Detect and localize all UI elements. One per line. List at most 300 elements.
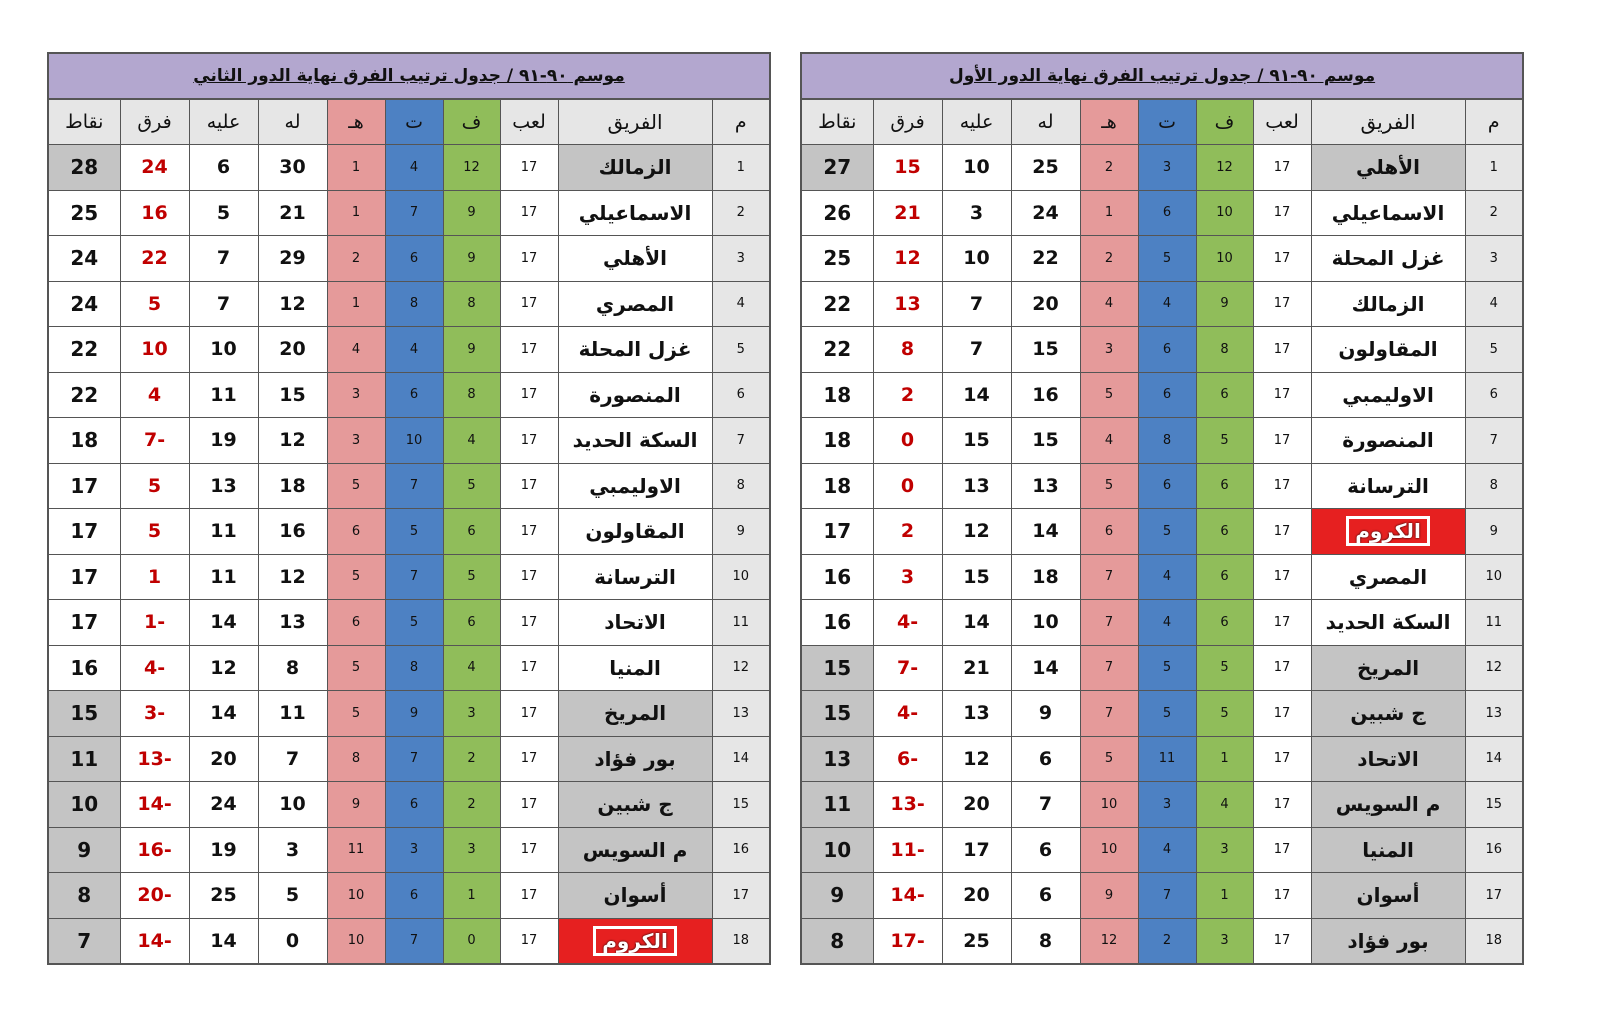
played-cell: 17 — [1253, 691, 1311, 737]
goal-diff-cell: 2 — [873, 372, 942, 418]
goals-for-cell: 6 — [1011, 736, 1080, 782]
table-row — [48, 691, 770, 737]
points-cell: 27 — [801, 145, 873, 191]
points-cell: 24 — [48, 281, 120, 327]
lost-cell: 5 — [1080, 372, 1138, 418]
goals-for-cell: 8 — [1011, 918, 1080, 964]
played-cell: 17 — [500, 372, 558, 418]
drawn-cell: 6 — [385, 873, 443, 919]
rank-cell: 1 — [1465, 145, 1523, 191]
won-cell: 5 — [443, 554, 500, 600]
won-cell: 5 — [1196, 645, 1253, 691]
goals-for-cell: 16 — [1011, 372, 1080, 418]
col-header-rank: م — [1465, 99, 1523, 145]
won-cell: 1 — [443, 873, 500, 919]
won-cell: 6 — [1196, 509, 1253, 555]
goals-for-cell: 0 — [258, 918, 327, 964]
goals-against-cell: 20 — [942, 873, 1011, 919]
table-row — [801, 736, 1523, 782]
goals-for-cell: 15 — [258, 372, 327, 418]
points-cell: 25 — [48, 190, 120, 236]
goals-against-cell: 24 — [189, 782, 258, 828]
goals-against-cell: 15 — [942, 418, 1011, 464]
drawn-cell: 6 — [1138, 327, 1196, 373]
lost-cell: 6 — [1080, 509, 1138, 555]
table-row — [48, 327, 770, 373]
goal-diff-cell: -13 — [873, 782, 942, 828]
rank-cell: 4 — [1465, 281, 1523, 327]
table-row — [48, 645, 770, 691]
rank-cell: 11 — [712, 600, 770, 646]
drawn-cell: 8 — [1138, 418, 1196, 464]
played-cell: 17 — [1253, 782, 1311, 828]
team-cell: الترسانة — [1311, 463, 1465, 509]
drawn-cell: 7 — [385, 918, 443, 964]
played-cell: 17 — [500, 736, 558, 782]
goals-for-cell: 20 — [1011, 281, 1080, 327]
won-cell: 9 — [1196, 281, 1253, 327]
won-cell: 6 — [1196, 554, 1253, 600]
team-cell: الاوليمبي — [558, 463, 712, 509]
team-cell: الزمالك — [558, 145, 712, 191]
won-cell: 3 — [443, 827, 500, 873]
table-title: موسم ٩٠-٩١ / جدول ترتيب الفرق نهاية الدور الأول — [801, 53, 1523, 99]
won-cell: 9 — [443, 327, 500, 373]
lost-cell: 2 — [1080, 145, 1138, 191]
lost-cell: 3 — [327, 372, 385, 418]
goal-diff-cell: 22 — [120, 236, 189, 282]
goals-for-cell: 18 — [1011, 554, 1080, 600]
goals-for-cell: 22 — [1011, 236, 1080, 282]
goals-for-cell: 14 — [1011, 509, 1080, 555]
won-cell: 10 — [1196, 190, 1253, 236]
col-header-team: الفريق — [558, 99, 712, 145]
table-row — [801, 418, 1523, 464]
rank-cell: 8 — [712, 463, 770, 509]
goals-against-cell: 7 — [189, 236, 258, 282]
won-cell: 9 — [443, 190, 500, 236]
team-cell: م السويس — [558, 827, 712, 873]
won-cell: 3 — [1196, 918, 1253, 964]
table-row — [48, 145, 770, 191]
rank-cell: 9 — [712, 509, 770, 555]
rank-cell: 5 — [712, 327, 770, 373]
goals-for-cell: 24 — [1011, 190, 1080, 236]
goal-diff-cell: -16 — [120, 827, 189, 873]
drawn-cell: 5 — [1138, 509, 1196, 555]
goals-against-cell: 10 — [189, 327, 258, 373]
rank-cell: 12 — [1465, 645, 1523, 691]
table-row — [48, 236, 770, 282]
lost-cell: 9 — [1080, 873, 1138, 919]
lost-cell: 7 — [1080, 554, 1138, 600]
goals-for-cell: 16 — [258, 509, 327, 555]
rank-cell: 18 — [712, 918, 770, 964]
team-name: الكروم — [1349, 519, 1427, 543]
lost-cell: 3 — [1080, 327, 1138, 373]
played-cell: 17 — [1253, 509, 1311, 555]
table-row — [801, 691, 1523, 737]
played-cell: 17 — [500, 918, 558, 964]
points-cell: 17 — [48, 554, 120, 600]
rank-cell: 6 — [1465, 372, 1523, 418]
lost-cell: 1 — [327, 145, 385, 191]
goals-against-cell: 14 — [942, 600, 1011, 646]
played-cell: 17 — [500, 509, 558, 555]
team-cell: الاوليمبي — [1311, 372, 1465, 418]
won-cell: 1 — [1196, 736, 1253, 782]
col-header-drawn: ت — [385, 99, 443, 145]
lost-cell: 5 — [327, 691, 385, 737]
won-cell: 4 — [443, 418, 500, 464]
goals-against-cell: 13 — [942, 691, 1011, 737]
goals-against-cell: 7 — [942, 327, 1011, 373]
col-header-goal-diff: فرق — [873, 99, 942, 145]
goal-diff-cell: -4 — [873, 691, 942, 737]
col-header-rank: م — [712, 99, 770, 145]
won-cell: 6 — [443, 600, 500, 646]
col-header-goals-against: عليه — [189, 99, 258, 145]
won-cell: 6 — [1196, 463, 1253, 509]
drawn-cell: 3 — [1138, 782, 1196, 828]
goals-against-cell: 5 — [189, 190, 258, 236]
points-cell: 17 — [48, 509, 120, 555]
col-header-lost: هـ — [327, 99, 385, 145]
column-header-row — [48, 99, 770, 145]
goals-against-cell: 7 — [942, 281, 1011, 327]
goals-against-cell: 17 — [942, 827, 1011, 873]
drawn-cell: 6 — [1138, 463, 1196, 509]
rank-cell: 11 — [1465, 600, 1523, 646]
played-cell: 17 — [500, 691, 558, 737]
col-header-goals-for: له — [258, 99, 327, 145]
goal-diff-cell: 4 — [120, 372, 189, 418]
goal-diff-cell: 8 — [873, 327, 942, 373]
played-cell: 17 — [1253, 827, 1311, 873]
team-cell: الاسماعيلي — [1311, 190, 1465, 236]
drawn-cell: 3 — [1138, 145, 1196, 191]
drawn-cell: 7 — [385, 463, 443, 509]
team-cell: الاتحاد — [1311, 736, 1465, 782]
played-cell: 17 — [500, 645, 558, 691]
goal-diff-cell: -1 — [120, 600, 189, 646]
goal-diff-cell: -13 — [120, 736, 189, 782]
table-row — [801, 236, 1523, 282]
points-cell: 18 — [801, 372, 873, 418]
won-cell: 5 — [443, 463, 500, 509]
points-cell: 10 — [48, 782, 120, 828]
points-cell: 15 — [801, 691, 873, 737]
goal-diff-cell: 2 — [873, 509, 942, 555]
table-row — [48, 873, 770, 919]
goal-diff-cell: -4 — [873, 600, 942, 646]
goal-diff-cell: -4 — [120, 645, 189, 691]
goals-against-cell: 14 — [189, 600, 258, 646]
drawn-cell: 7 — [385, 190, 443, 236]
drawn-cell: 7 — [385, 736, 443, 782]
played-cell: 17 — [1253, 190, 1311, 236]
played-cell: 17 — [1253, 418, 1311, 464]
goals-for-cell: 12 — [258, 554, 327, 600]
table-row — [48, 918, 770, 964]
drawn-cell: 4 — [385, 145, 443, 191]
drawn-cell: 5 — [1138, 236, 1196, 282]
standings-table-second-round — [47, 52, 771, 965]
standings-table-first-round — [800, 52, 1524, 965]
played-cell: 17 — [500, 554, 558, 600]
goals-for-cell: 29 — [258, 236, 327, 282]
team-cell: الاتحاد — [558, 600, 712, 646]
goals-against-cell: 11 — [189, 372, 258, 418]
col-header-points: نقاط — [801, 99, 873, 145]
team-cell: المقاولون — [1311, 327, 1465, 373]
goals-for-cell: 7 — [258, 736, 327, 782]
goal-diff-cell: 13 — [873, 281, 942, 327]
drawn-cell: 6 — [385, 236, 443, 282]
points-cell: 11 — [48, 736, 120, 782]
won-cell: 8 — [443, 372, 500, 418]
won-cell: 12 — [443, 145, 500, 191]
table-row — [48, 418, 770, 464]
lost-cell: 4 — [327, 327, 385, 373]
team-cell: بور فؤاد — [1311, 918, 1465, 964]
drawn-cell: 5 — [1138, 691, 1196, 737]
goal-diff-cell: 5 — [120, 281, 189, 327]
points-cell: 26 — [801, 190, 873, 236]
drawn-cell: 7 — [385, 554, 443, 600]
played-cell: 17 — [1253, 327, 1311, 373]
points-cell: 8 — [801, 918, 873, 964]
won-cell: 4 — [1196, 782, 1253, 828]
goal-diff-cell: 24 — [120, 145, 189, 191]
goals-for-cell: 6 — [1011, 873, 1080, 919]
points-cell: 15 — [801, 645, 873, 691]
table-row — [48, 782, 770, 828]
points-cell: 18 — [801, 418, 873, 464]
played-cell: 17 — [500, 190, 558, 236]
points-cell: 25 — [801, 236, 873, 282]
played-cell: 17 — [1253, 145, 1311, 191]
goals-for-cell: 21 — [258, 190, 327, 236]
lost-cell: 6 — [327, 600, 385, 646]
drawn-cell: 5 — [385, 600, 443, 646]
table-row — [801, 372, 1523, 418]
goal-diff-cell: -7 — [120, 418, 189, 464]
table-row — [48, 736, 770, 782]
lost-cell: 11 — [327, 827, 385, 873]
goals-against-cell: 13 — [942, 463, 1011, 509]
goals-against-cell: 12 — [942, 509, 1011, 555]
drawn-cell: 4 — [1138, 554, 1196, 600]
drawn-cell: 11 — [1138, 736, 1196, 782]
table-row — [801, 782, 1523, 828]
lost-cell: 10 — [1080, 827, 1138, 873]
col-header-won: ف — [1196, 99, 1253, 145]
won-cell: 10 — [1196, 236, 1253, 282]
points-cell: 16 — [801, 554, 873, 600]
lost-cell: 5 — [1080, 736, 1138, 782]
rank-cell: 16 — [712, 827, 770, 873]
goals-against-cell: 14 — [942, 372, 1011, 418]
goals-against-cell: 21 — [942, 645, 1011, 691]
goals-against-cell: 10 — [942, 236, 1011, 282]
rank-cell: 15 — [712, 782, 770, 828]
goal-diff-cell: 16 — [120, 190, 189, 236]
goals-against-cell: 25 — [189, 873, 258, 919]
played-cell: 17 — [500, 600, 558, 646]
table-row — [801, 145, 1523, 191]
lost-cell: 1 — [327, 281, 385, 327]
table-row — [48, 372, 770, 418]
points-cell: 17 — [801, 509, 873, 555]
goals-against-cell: 12 — [942, 736, 1011, 782]
drawn-cell: 7 — [1138, 873, 1196, 919]
goal-diff-cell: -17 — [873, 918, 942, 964]
points-cell: 16 — [48, 645, 120, 691]
goals-for-cell: 3 — [258, 827, 327, 873]
lost-cell: 5 — [327, 554, 385, 600]
goals-for-cell: 25 — [1011, 145, 1080, 191]
table-row — [48, 554, 770, 600]
goals-against-cell: 25 — [942, 918, 1011, 964]
rank-cell: 3 — [1465, 236, 1523, 282]
lost-cell: 3 — [327, 418, 385, 464]
drawn-cell: 5 — [1138, 645, 1196, 691]
points-cell: 17 — [48, 463, 120, 509]
goals-against-cell: 14 — [189, 691, 258, 737]
lost-cell: 1 — [327, 190, 385, 236]
won-cell: 3 — [443, 691, 500, 737]
col-header-points: نقاط — [48, 99, 120, 145]
points-cell: 22 — [48, 327, 120, 373]
points-cell: 8 — [48, 873, 120, 919]
team-cell: ج شبين — [1311, 691, 1465, 737]
goals-against-cell: 14 — [189, 918, 258, 964]
rank-cell: 16 — [1465, 827, 1523, 873]
team-cell: أسوان — [558, 873, 712, 919]
played-cell: 17 — [500, 281, 558, 327]
won-cell: 6 — [1196, 372, 1253, 418]
drawn-cell: 4 — [1138, 281, 1196, 327]
points-cell: 16 — [801, 600, 873, 646]
goals-for-cell: 8 — [258, 645, 327, 691]
drawn-cell: 6 — [385, 782, 443, 828]
lost-cell: 1 — [1080, 190, 1138, 236]
rank-cell: 12 — [712, 645, 770, 691]
played-cell: 17 — [500, 145, 558, 191]
team-cell: الاسماعيلي — [558, 190, 712, 236]
goals-against-cell: 20 — [942, 782, 1011, 828]
played-cell: 17 — [1253, 281, 1311, 327]
table-row — [801, 873, 1523, 919]
points-cell: 28 — [48, 145, 120, 191]
goal-diff-cell: -20 — [120, 873, 189, 919]
drawn-cell: 2 — [1138, 918, 1196, 964]
goals-for-cell: 13 — [1011, 463, 1080, 509]
lost-cell: 5 — [327, 645, 385, 691]
points-cell: 11 — [801, 782, 873, 828]
points-cell: 24 — [48, 236, 120, 282]
col-header-won: ف — [443, 99, 500, 145]
rank-cell: 15 — [1465, 782, 1523, 828]
rank-cell: 2 — [712, 190, 770, 236]
goal-diff-cell: 5 — [120, 509, 189, 555]
won-cell: 3 — [1196, 827, 1253, 873]
col-header-played: لعب — [500, 99, 558, 145]
table-row — [801, 645, 1523, 691]
team-cell: المقاولون — [558, 509, 712, 555]
lost-cell: 12 — [1080, 918, 1138, 964]
goals-against-cell: 19 — [189, 827, 258, 873]
col-header-played: لعب — [1253, 99, 1311, 145]
rank-cell: 18 — [1465, 918, 1523, 964]
rank-cell: 10 — [1465, 554, 1523, 600]
won-cell: 5 — [1196, 418, 1253, 464]
team-cell: المصري — [558, 281, 712, 327]
rank-cell: 1 — [712, 145, 770, 191]
won-cell: 6 — [1196, 600, 1253, 646]
won-cell: 12 — [1196, 145, 1253, 191]
rank-cell: 13 — [1465, 691, 1523, 737]
goals-for-cell: 6 — [1011, 827, 1080, 873]
goal-diff-cell: -6 — [873, 736, 942, 782]
table-row — [801, 281, 1523, 327]
drawn-cell: 4 — [385, 327, 443, 373]
drawn-cell: 9 — [385, 691, 443, 737]
col-header-goal-diff: فرق — [120, 99, 189, 145]
lost-cell: 5 — [1080, 463, 1138, 509]
goal-diff-cell: -14 — [120, 782, 189, 828]
goals-for-cell: 10 — [1011, 600, 1080, 646]
table-row — [801, 509, 1523, 555]
table-row — [48, 600, 770, 646]
rank-cell: 14 — [712, 736, 770, 782]
won-cell: 8 — [1196, 327, 1253, 373]
goal-diff-cell: 21 — [873, 190, 942, 236]
points-cell: 9 — [48, 827, 120, 873]
goals-for-cell: 20 — [258, 327, 327, 373]
rank-cell: 8 — [1465, 463, 1523, 509]
rank-cell: 7 — [1465, 418, 1523, 464]
played-cell: 17 — [1253, 873, 1311, 919]
goals-for-cell: 15 — [1011, 327, 1080, 373]
goals-for-cell: 10 — [258, 782, 327, 828]
lost-cell: 10 — [327, 918, 385, 964]
goals-against-cell: 7 — [189, 281, 258, 327]
lost-cell: 7 — [1080, 600, 1138, 646]
goal-diff-cell: -3 — [120, 691, 189, 737]
goals-against-cell: 15 — [942, 554, 1011, 600]
team-cell: بور فؤاد — [558, 736, 712, 782]
goals-for-cell: 11 — [258, 691, 327, 737]
played-cell: 17 — [500, 827, 558, 873]
team-cell: الأهلي — [558, 236, 712, 282]
lost-cell: 2 — [1080, 236, 1138, 282]
col-header-goals-against: عليه — [942, 99, 1011, 145]
goal-diff-cell: -14 — [120, 918, 189, 964]
table-body — [48, 145, 770, 965]
team-cell: السكة الحديد — [558, 418, 712, 464]
lost-cell: 9 — [327, 782, 385, 828]
lost-cell: 4 — [1080, 281, 1138, 327]
goals-against-cell: 11 — [189, 554, 258, 600]
lost-cell: 4 — [1080, 418, 1138, 464]
points-cell: 22 — [801, 327, 873, 373]
won-cell: 2 — [443, 736, 500, 782]
col-header-lost: هـ — [1080, 99, 1138, 145]
table-row — [801, 554, 1523, 600]
points-cell: 10 — [801, 827, 873, 873]
